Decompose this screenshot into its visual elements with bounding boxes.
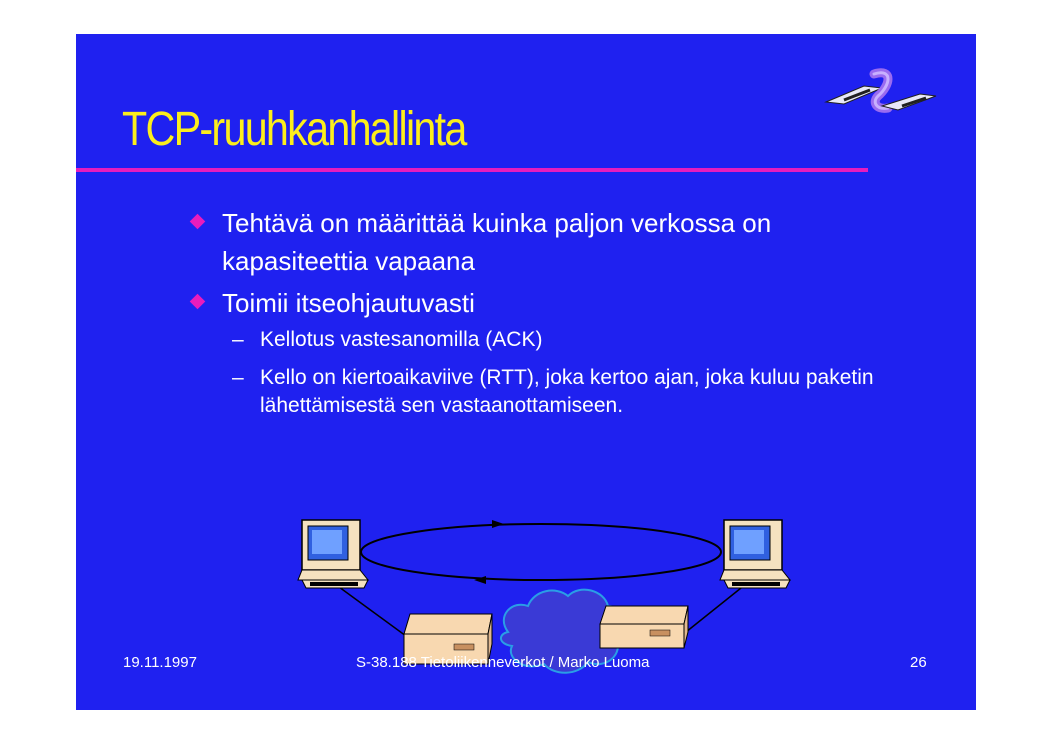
- computer-icon: [720, 520, 790, 588]
- network-diagram: [76, 34, 976, 710]
- rtt-loop: [361, 524, 721, 580]
- router-icon: [600, 606, 688, 648]
- footer-date: 19.11.1997: [123, 654, 197, 671]
- sub-bullet-item: Kello on kiertoaikaviive (RTT), joka kertoo ajan, joka kuluu paketin lähettämisestä sen vastaanottamiseen.: [260, 366, 874, 417]
- computer-icon: [298, 520, 368, 588]
- bullet-item: Tehtävä on määrittää kuinka paljon verkossa on kapasiteettia vapaana: [222, 208, 772, 276]
- slide-title: TCP-ruuhkanhallinta: [122, 103, 466, 156]
- arrow-right-icon: [492, 520, 504, 528]
- sub-bullet-item: Kellotus vastesanomilla (ACK): [260, 328, 543, 351]
- footer-course: S-38.188 Tietoliikenneverkot / Marko Luoma: [356, 654, 650, 671]
- dash-icon: –: [232, 328, 244, 351]
- footer-page-number: 26: [910, 654, 927, 671]
- slide: [76, 34, 976, 710]
- bullet-item: Toimii itseohjautuvasti: [222, 288, 475, 318]
- dash-icon: –: [232, 366, 244, 389]
